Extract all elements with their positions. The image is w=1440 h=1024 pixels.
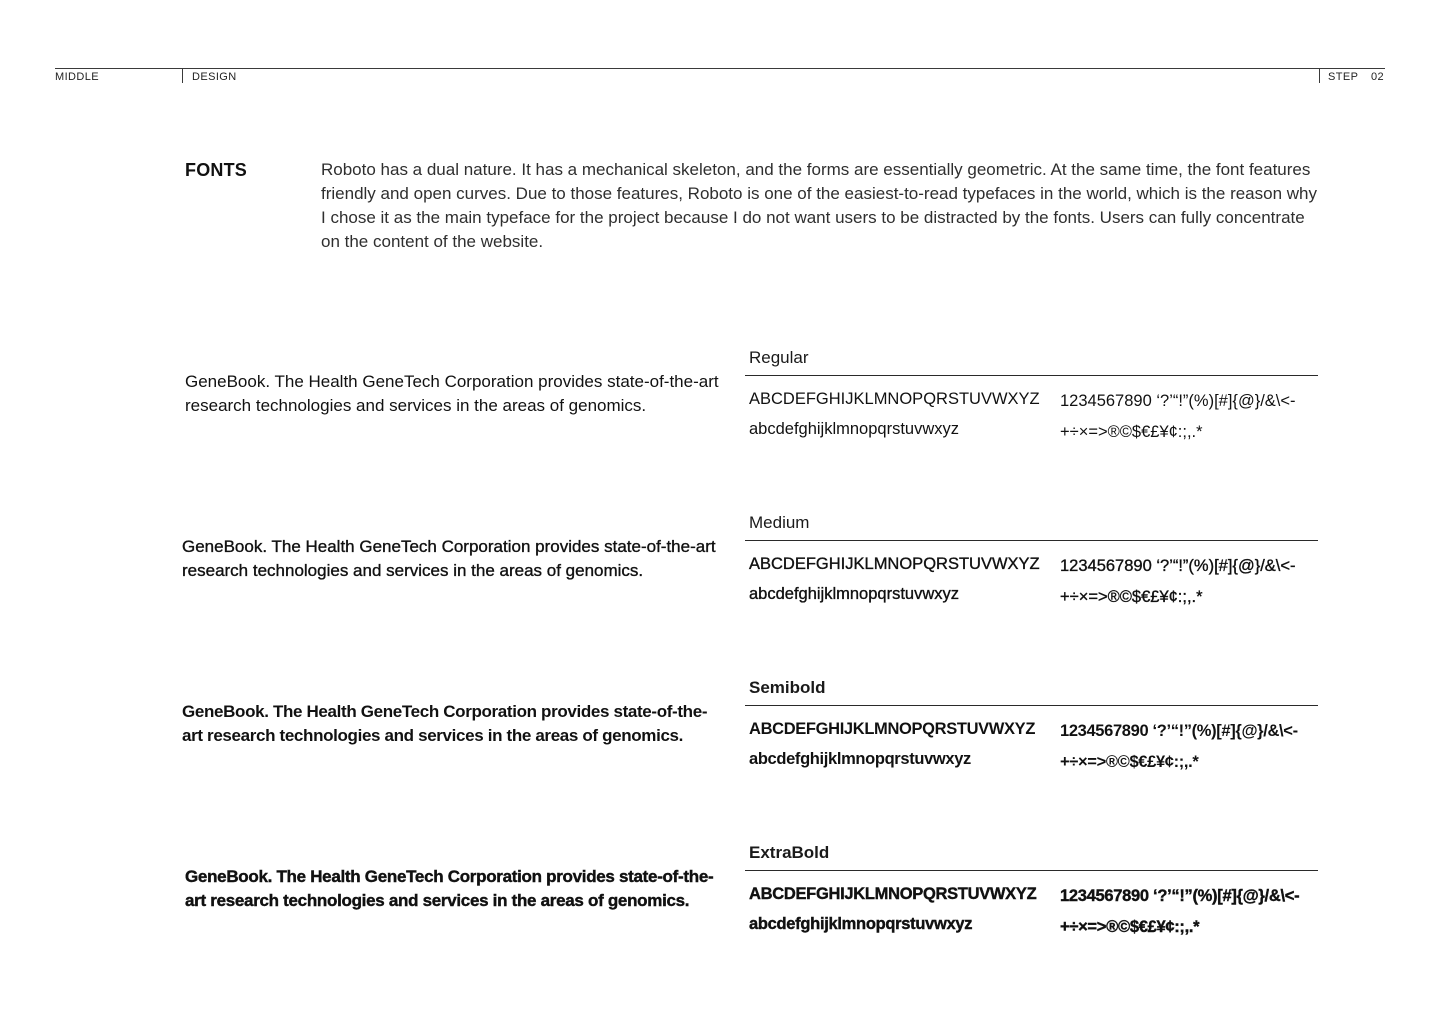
header-section-label: DESIGN xyxy=(192,71,237,83)
weight-divider xyxy=(745,375,1318,376)
symbol-glyphs: +÷×=>®©$€£¥¢:;,.* xyxy=(1060,753,1199,771)
weight-divider xyxy=(745,705,1318,706)
fonts-heading: FONTS xyxy=(185,160,247,180)
fonts-description: Roboto has a dual nature. It has a mechanical skeleton, and the forms are essentially geometric. At the same time, the font features friendly and open curves. Due to those features, Roboto is one of the easiest-to-read typefaces in the world, which is the reason why I chose it as the main typeface for the project because I do not want users to be distracted by the fonts. Users can fully concentrate on the content of the website. xyxy=(321,160,1318,251)
lowercase-glyphs: abcdefghijklmnopqrstuvwxyz xyxy=(749,585,960,603)
lowercase-glyphs: abcdefghijklmnopqrstuvwxyz xyxy=(749,915,973,933)
digit-glyphs: 1234567890 ‘?’“!”(%)[#]{@}/&\<- xyxy=(1060,722,1298,740)
symbol-glyphs: +÷×=>®©$€£¥¢:;,.* xyxy=(1060,588,1203,606)
digit-glyphs: 1234567890 ‘?’“!”(%)[#]{@}/&\<- xyxy=(1060,557,1296,575)
header-step-label: STEP xyxy=(1328,71,1359,83)
header-rule xyxy=(55,68,1385,69)
digit-glyphs: 1234567890 ‘?’“!”(%)[#]{@}/&\<- xyxy=(1060,887,1300,905)
uppercase-glyphs: ABCDEFGHIJKLMNOPQRSTUVWXYZ xyxy=(749,555,1040,573)
sample-paragraph: GeneBook. The Health GeneTech Corporation provides state-of-the-art research technologies and services in the areas of genomics. xyxy=(185,867,714,910)
sample-paragraph: GeneBook. The Health GeneTech Corporation provides state-of-the-art research technologies and services in the areas of genomics. xyxy=(182,702,708,745)
uppercase-glyphs: ABCDEFGHIJKLMNOPQRSTUVWXYZ xyxy=(749,720,1036,738)
lowercase-glyphs: abcdefghijklmnopqrstuvwxyz xyxy=(749,750,971,768)
specimen-regular xyxy=(0,348,1440,468)
header-step-number: 02 xyxy=(1371,71,1385,83)
lowercase-glyphs: abcdefghijklmnopqrstuvwxyz xyxy=(749,420,960,438)
uppercase-glyphs: ABCDEFGHIJKLMNOPQRSTUVWXYZ xyxy=(749,885,1037,903)
header-divider xyxy=(182,69,183,83)
specimen-extrabold xyxy=(0,843,1440,963)
header-left-label: MIDDLE xyxy=(55,71,99,83)
weight-divider xyxy=(745,870,1318,871)
symbol-glyphs: +÷×=>®©$€£¥¢:;,.* xyxy=(1060,423,1203,441)
specimen-medium xyxy=(0,513,1440,633)
header-divider xyxy=(1319,69,1320,83)
weight-name: Medium xyxy=(749,513,810,532)
digit-glyphs: 1234567890 ‘?’“!”(%)[#]{@}/&\<- xyxy=(1060,392,1296,410)
weight-divider xyxy=(745,540,1318,541)
uppercase-glyphs: ABCDEFGHIJKLMNOPQRSTUVWXYZ xyxy=(749,390,1040,408)
sample-paragraph: GeneBook. The Health GeneTech Corporation provides state-of-the-art research technologies and services in the areas of genomics. xyxy=(185,372,719,415)
weight-name: ExtraBold xyxy=(749,843,830,862)
weight-name: Semibold xyxy=(749,678,826,697)
sample-paragraph: GeneBook. The Health GeneTech Corporation provides state-of-the-art research technologies and services in the areas of genomics. xyxy=(182,537,716,580)
symbol-glyphs: +÷×=>®©$€£¥¢:;,.* xyxy=(1060,918,1200,936)
specimen-semibold xyxy=(0,678,1440,798)
weight-name: Regular xyxy=(749,348,809,367)
